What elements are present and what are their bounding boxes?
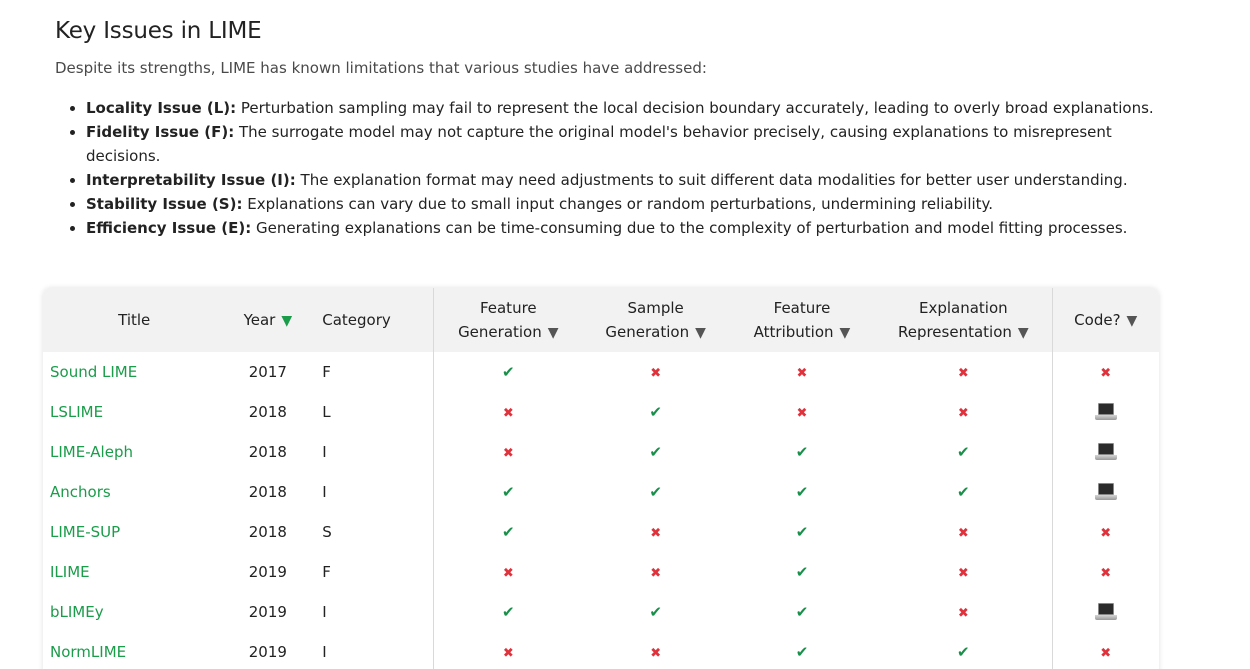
issue-desc: The surrogate model may not capture the original model's behavior precisely, causing explanations to misrepresent decisions. xyxy=(86,123,1112,165)
table-row xyxy=(43,592,1159,632)
check-icon: ✔ xyxy=(649,443,662,461)
laptop-icon[interactable] xyxy=(1095,483,1117,501)
issue-desc: Explanations can vary due to small input changes or random perturbations, undermining reliability. xyxy=(247,195,994,213)
col-header-category[interactable]: Category xyxy=(322,311,391,329)
cross-icon: ✖ xyxy=(957,606,969,621)
table-header xyxy=(43,288,1159,352)
cross-icon: ✖ xyxy=(796,406,808,421)
category-cell: S xyxy=(322,523,332,541)
category-cell: F xyxy=(322,363,331,381)
col-header-title[interactable]: Title xyxy=(118,311,151,329)
cross-icon: ✖ xyxy=(502,406,514,421)
col-header-feature-generation[interactable]: Feature Generation ▼ xyxy=(434,288,583,352)
issue-name: Locality Issue (L): xyxy=(86,99,237,117)
section-intro: Despite its strengths, LIME has known limitations that various studies have addressed: xyxy=(55,59,707,77)
cross-icon: ✖ xyxy=(650,646,662,661)
cross-icon: ✖ xyxy=(1100,646,1112,661)
check-icon: ✔ xyxy=(795,483,809,501)
sort-arrow-icon[interactable]: ▼ xyxy=(695,324,706,341)
year-cell: 2018 xyxy=(248,523,287,541)
cross-icon: ✖ xyxy=(502,446,514,461)
issue-item-efficiency xyxy=(86,216,1186,240)
check-icon: ✔ xyxy=(795,523,809,541)
cross-icon: ✖ xyxy=(650,526,662,541)
laptop-icon[interactable] xyxy=(1095,443,1117,461)
table-row xyxy=(43,472,1159,512)
check-icon: ✔ xyxy=(795,643,809,661)
method-title-link[interactable]: LSLIME xyxy=(50,403,104,421)
category-cell: I xyxy=(322,603,327,621)
table-row xyxy=(43,552,1159,592)
col-header-sample-generation[interactable]: Sample Generation ▼ xyxy=(582,288,728,352)
issue-name: Stability Issue (S): xyxy=(86,195,243,213)
check-icon: ✔ xyxy=(795,443,809,461)
table-row xyxy=(43,512,1159,552)
issues-list xyxy=(55,96,1186,240)
check-icon: ✔ xyxy=(502,483,515,501)
col-header-explanation-representation[interactable]: Explanation Representation ▼ xyxy=(875,288,1052,352)
method-title-link[interactable]: ILIME xyxy=(50,563,90,581)
check-icon: ✔ xyxy=(957,483,970,501)
issue-name: Interpretability Issue (I): xyxy=(86,171,296,189)
section-title: Key Issues in LIME xyxy=(55,18,262,44)
table-row xyxy=(43,352,1159,392)
issue-item-interpretability xyxy=(86,168,1186,192)
method-title-link[interactable]: bLIMEy xyxy=(50,603,104,621)
check-icon: ✔ xyxy=(502,363,515,381)
check-icon: ✔ xyxy=(795,563,809,581)
cross-icon: ✖ xyxy=(1100,366,1112,381)
method-title-link[interactable]: LIME-Aleph xyxy=(50,443,133,461)
check-icon: ✔ xyxy=(649,483,662,501)
check-icon: ✔ xyxy=(795,603,809,621)
cross-icon: ✖ xyxy=(957,566,969,581)
method-title-link[interactable]: Anchors xyxy=(50,483,111,501)
cross-icon: ✖ xyxy=(650,366,662,381)
year-cell: 2018 xyxy=(248,483,287,501)
year-cell: 2018 xyxy=(248,443,287,461)
category-cell: I xyxy=(322,643,327,661)
sort-arrow-icon[interactable]: ▼ xyxy=(839,324,851,341)
col-header-feature-attribution[interactable]: Feature Attribution ▼ xyxy=(729,288,875,352)
cross-icon: ✖ xyxy=(957,526,969,541)
category-cell: L xyxy=(322,403,331,421)
year-cell: 2019 xyxy=(248,563,287,581)
cross-icon: ✖ xyxy=(502,646,514,661)
cross-icon: ✖ xyxy=(1100,526,1112,541)
check-icon: ✔ xyxy=(957,643,970,661)
category-cell: F xyxy=(322,563,331,581)
issue-item-fidelity xyxy=(86,120,1186,168)
sort-arrow-icon[interactable]: ▼ xyxy=(547,324,559,341)
table-row xyxy=(43,392,1159,432)
table-row xyxy=(43,632,1159,669)
cross-icon: ✖ xyxy=(957,406,969,421)
issue-name: Efficiency Issue (E): xyxy=(86,219,252,237)
laptop-icon[interactable] xyxy=(1095,603,1117,621)
check-icon: ✔ xyxy=(649,403,662,421)
col-header-code[interactable]: Code? ▼ xyxy=(1052,288,1159,352)
category-cell: I xyxy=(322,483,327,501)
check-icon: ✔ xyxy=(502,523,515,541)
method-title-link[interactable]: LIME-SUP xyxy=(50,523,121,541)
sort-desc-icon[interactable]: ▼ xyxy=(281,312,293,329)
check-icon: ✔ xyxy=(502,603,515,621)
cross-icon: ✖ xyxy=(650,566,662,581)
cross-icon: ✖ xyxy=(502,566,514,581)
cross-icon: ✖ xyxy=(796,366,808,381)
methods-table xyxy=(43,288,1159,669)
issue-desc: Perturbation sampling may fail to represent the local decision boundary accurately, leading to overly broad explanations. xyxy=(240,99,1154,117)
sort-arrow-icon[interactable]: ▼ xyxy=(1017,324,1029,341)
method-title-link[interactable]: Sound LIME xyxy=(50,363,138,381)
header-row xyxy=(43,288,1159,352)
check-icon: ✔ xyxy=(957,443,970,461)
check-icon: ✔ xyxy=(649,603,662,621)
laptop-icon[interactable] xyxy=(1095,403,1117,421)
cross-icon: ✖ xyxy=(1100,566,1112,581)
year-cell: 2019 xyxy=(248,603,287,621)
issue-item-stability xyxy=(86,192,1186,216)
sort-arrow-icon[interactable]: ▼ xyxy=(1126,312,1138,329)
issue-desc: Generating explanations can be time-consuming due to the complexity of perturbation and model fitting processes. xyxy=(256,219,1128,237)
methods-table-card xyxy=(43,288,1159,669)
year-cell: 2019 xyxy=(248,643,287,661)
year-cell: 2017 xyxy=(248,363,287,381)
issue-desc: The explanation format may need adjustments to suit different data modalities for better user understanding. xyxy=(300,171,1128,189)
year-cell: 2018 xyxy=(248,403,287,421)
method-title-link[interactable]: NormLIME xyxy=(50,643,127,661)
table-row xyxy=(43,432,1159,472)
issue-item-locality xyxy=(86,96,1186,120)
cross-icon: ✖ xyxy=(957,366,969,381)
issue-name: Fidelity Issue (F): xyxy=(86,123,235,141)
table-body xyxy=(43,352,1159,669)
category-cell: I xyxy=(322,443,327,461)
col-header-year[interactable]: Year ▼ xyxy=(225,288,310,352)
